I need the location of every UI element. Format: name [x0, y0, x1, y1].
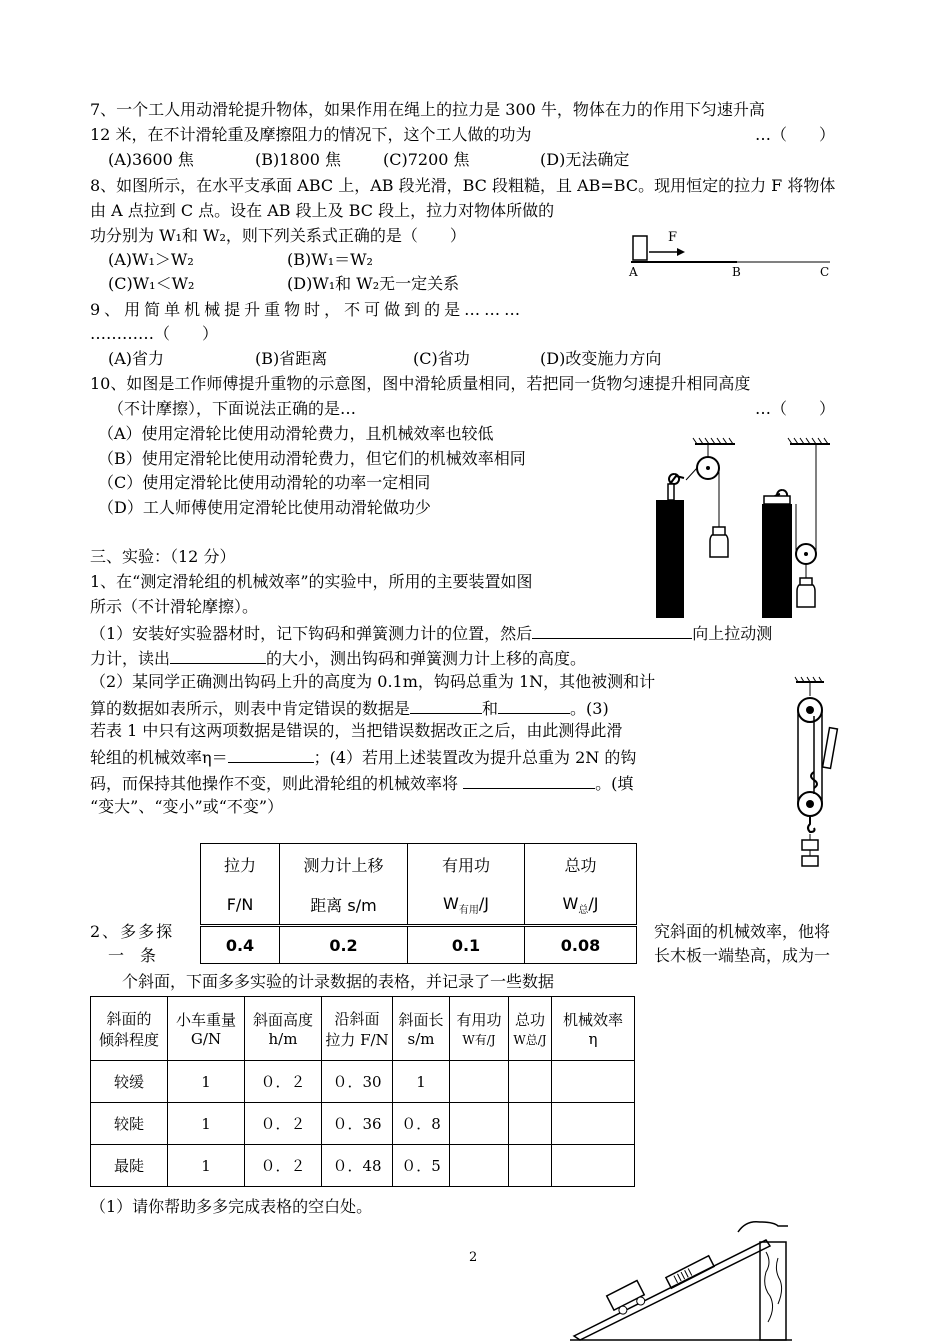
q8-label-b: B: [732, 265, 741, 278]
e1-p4: [90, 772, 633, 794]
q9-line1: 9、用简单机械提升重物时，不可做到的是………: [90, 300, 525, 319]
right-load: [797, 578, 815, 607]
e1-p2a: （2）某同学正确测出钩码上升的高度为 0.1m，钩码总重为 1N，其他被测和计: [90, 672, 656, 691]
left-rope-pull: [686, 468, 697, 480]
q8-label-c: C: [820, 265, 830, 278]
e1-p2: [90, 697, 609, 719]
table-row: [91, 1145, 635, 1187]
q8-block: [633, 236, 647, 260]
section3-title: 三、实验：（12 分）: [90, 547, 236, 566]
e1-p5: “变大”、“变小”或“不变”）: [90, 797, 284, 816]
t1-header-useful-work: 有用功: [408, 844, 525, 886]
e1-p4a: 码，而保持其他操作不变，则此滑轮组的机械效率将: [90, 774, 459, 793]
e1-p1a: （1）安装好实验器材时，记下钩码和弹簧测力计的位置，然后: [90, 624, 533, 643]
incline-board: [574, 1240, 770, 1340]
t2-r3-length: ０．5: [393, 1145, 450, 1187]
t2-r3-height: ０．２: [245, 1145, 322, 1187]
t2-r3-incline: 最陡: [91, 1145, 168, 1187]
t1-value-distance: 0.2: [280, 926, 408, 964]
e1-p3b: 轮组的机械效率η＝: [90, 748, 228, 767]
q10-line1: 10、如图是工作师傅提升重物的示意图，图中滑轮质量相同，若把同一货物匀速提升相同高度: [90, 374, 751, 393]
t1-unit-force: F/N: [201, 886, 280, 926]
e2-l2a: 一 条: [108, 946, 157, 965]
blank-reading[interactable]: [170, 647, 266, 664]
q9-option-b: (B)省距离: [255, 349, 328, 368]
t2-h-weight: 小车重量 G/N: [168, 997, 245, 1061]
t2-h-pull: 沿斜面 拉力 F/N: [322, 997, 393, 1061]
blank-change[interactable]: [463, 772, 595, 789]
table2: [90, 996, 635, 1187]
q8-incline-figure: [625, 226, 840, 278]
q8-option-d: (D)W₁和 W₂无一定关系: [287, 274, 460, 293]
t2-r2-height: ０．２: [245, 1103, 322, 1145]
t1-unit-total-work: $W_总/J$: [525, 886, 637, 926]
e1-pulley-block-figure: [790, 676, 840, 876]
t2-r1-height: ０．２: [245, 1061, 322, 1103]
t2-r1-useful[interactable]: [450, 1061, 509, 1103]
q7-line2: 12 米，在不计滑轮重及摩擦阻力的情况下，这个工人做的功为: [90, 125, 532, 144]
e1-p2d: 。(3): [570, 699, 609, 718]
q8-line2: 由 A 点拉到 C 点。设在 AB 段上及 BC 段上，拉力对物体所做的: [90, 201, 555, 220]
t1-unit-useful-work: $W_{有用}/J$: [408, 886, 525, 926]
e1-hook-weight-2: [802, 856, 818, 866]
q7-option-c: (C)7200 焦: [383, 150, 470, 169]
t2-h-efficiency: 机械效率 η: [552, 997, 635, 1061]
q7-option-a: (A)3600 焦: [108, 150, 194, 169]
blank-wrong-data-1[interactable]: [410, 697, 482, 714]
t2-r2-weight: 1: [168, 1103, 245, 1145]
t1-value-useful-work: 0.1: [408, 926, 525, 964]
incline-hand: [738, 1222, 788, 1232]
t2-r3-pull: ０．48: [322, 1145, 393, 1187]
e1-p1b: 向上拉动测: [692, 624, 773, 643]
t1-value-force: 0.4: [201, 926, 280, 964]
q7-option-d: (D)无法确定: [540, 150, 630, 169]
e2-l1a: 2、多多探: [90, 922, 175, 941]
table-row: [91, 1061, 635, 1103]
t1-header-distance: 测力计上移: [280, 844, 408, 886]
t2-h-incline: 斜面的 倾斜程度: [91, 997, 168, 1061]
incline-cart: [607, 1280, 648, 1317]
t2-r3-efficiency[interactable]: [552, 1145, 635, 1187]
q10-option-c: （C）使用定滑轮比使用动滑轮的功率一定相同: [98, 473, 431, 492]
e1-line2: 所示（不计滑轮摩擦）。: [90, 597, 259, 616]
t1-header-total-work: 总功: [525, 844, 637, 886]
incline-support: [760, 1242, 786, 1340]
t2-r1-length: 1: [393, 1061, 450, 1103]
e1-spring-scale: [823, 728, 838, 769]
q8-arrow-head: [677, 248, 685, 256]
q9-option-c: (C)省功: [413, 349, 470, 368]
q10-pulley-figure: [650, 432, 840, 618]
e1-p3: [90, 746, 636, 768]
t2-r3-useful[interactable]: [450, 1145, 509, 1187]
e2-l1b: 究斜面的机械效率，他将: [654, 922, 831, 941]
q9-option-d: (D)改变施力方向: [540, 349, 662, 368]
e1-hook-weight-1: [802, 840, 818, 850]
blank-efficiency[interactable]: [228, 746, 314, 763]
t2-r2-pull: ０．36: [322, 1103, 393, 1145]
e1-p1d: 的大小，测出钩码和弹簧测力计上移的高度。: [266, 649, 587, 668]
incline-spring-scale: [666, 1256, 714, 1288]
e2-question1: （1）请你帮助多多完成表格的空白处。: [90, 1197, 373, 1216]
q10-option-a: （A）使用定滑轮比使用动滑轮费力，且机械效率也较低: [98, 424, 494, 443]
q8-option-c: (C)W₁＜W₂: [108, 274, 195, 293]
t2-r1-total[interactable]: [509, 1061, 552, 1103]
table-row: [91, 1103, 635, 1145]
q9-line2: …………（ ）: [90, 324, 219, 343]
q8-label-a: A: [629, 265, 638, 278]
e1-p2b: 算的数据如表所示，则表中肯定错误的数据是: [90, 699, 411, 718]
e2-incline-figure: [570, 1212, 795, 1342]
e1-line1: 1、在“测定滑轮组的机械效率”的实验中，所用的主要装置如图: [90, 572, 533, 591]
q9-option-a: (A)省力: [108, 349, 165, 368]
q7-option-b: (B)1800 焦: [255, 150, 342, 169]
q7-tail: …（ ）: [755, 125, 836, 144]
e1-p3c: ；(4）若用上述装置改为提升总重为 2N 的钩: [313, 748, 637, 767]
t2-h-length: 斜面长 s/m: [393, 997, 450, 1061]
e1-p4b: 。(填: [595, 774, 634, 793]
q8-label-f: F: [668, 230, 678, 245]
t2-r3-weight: 1: [168, 1145, 245, 1187]
t2-r1-weight: 1: [168, 1061, 245, 1103]
e1-p2c: 和: [482, 699, 499, 718]
e2-l2b: 长木板一端垫高，成为一: [654, 946, 831, 965]
t2-r2-length: ０．8: [393, 1103, 450, 1145]
t1-value-total-work: 0.08: [525, 926, 637, 964]
t2-h-height: 斜面高度 h/m: [245, 997, 322, 1061]
e1-p1: [90, 622, 772, 644]
t1-unit-distance: 距离 s/m: [280, 886, 408, 926]
blank-wrong-data-2[interactable]: [498, 697, 570, 714]
q8-option-a: (A)W₁＞W₂: [108, 250, 194, 269]
e2-l3: 个斜面，下面多多实验的计录数据的表格，并记录了一些数据: [122, 972, 555, 991]
e1-p1-cont: [90, 647, 586, 669]
t2-r2-total[interactable]: [509, 1103, 552, 1145]
q8-option-b: (B)W₁＝W₂: [287, 250, 373, 269]
t2-h-total: 总功 W总/J: [509, 997, 552, 1061]
t2-r1-incline: 较缓: [91, 1061, 168, 1103]
left-load: [710, 527, 728, 557]
t2-r2-incline: 较陡: [91, 1103, 168, 1145]
q8-line1: 8、如图所示，在水平支承面 ABC 上，AB 段光滑，BC 段粗糙，且 AB=BC。现用恒定的拉力 F 将物体: [90, 176, 836, 195]
t1-header-force: 拉力: [201, 844, 280, 886]
blank-pull-method[interactable]: [532, 622, 692, 639]
q10-line2: （不计摩擦），下面说法正确的是…: [108, 399, 357, 418]
q8-line3: 功分别为 W₁和 W₂，则下列关系式正确的是（ ）: [90, 226, 466, 245]
page-number: 2: [469, 1250, 478, 1265]
table1: [200, 843, 637, 964]
t2-r1-pull: ０．30: [322, 1061, 393, 1103]
q7-line1: 7、一个工人用动滑轮提升物体，如果作用在绳上的拉力是 300 牛，物体在力的作用下匀速升高: [90, 100, 765, 119]
t2-r2-efficiency[interactable]: [552, 1103, 635, 1145]
t2-h-useful: 有用功 W有/J: [450, 997, 509, 1061]
t2-r2-useful[interactable]: [450, 1103, 509, 1145]
e1-p1c: 力计，读出: [90, 649, 171, 668]
q10-tail: …（ ）: [755, 399, 836, 418]
q10-option-b: （B）使用定滑轮比使用动滑轮费力，但它们的机械效率相同: [98, 449, 526, 468]
q10-option-d: （D）工人师傅使用定滑轮比使用动滑轮做功少: [98, 498, 431, 517]
right-platform: [762, 504, 792, 618]
e1-p3a: 若表 1 中只有这两项数据是错误的，当把错误数据改正之后，由此测得此滑: [90, 721, 623, 740]
t2-r1-efficiency[interactable]: [552, 1061, 635, 1103]
left-platform: [656, 500, 684, 618]
t2-r3-total[interactable]: [509, 1145, 552, 1187]
